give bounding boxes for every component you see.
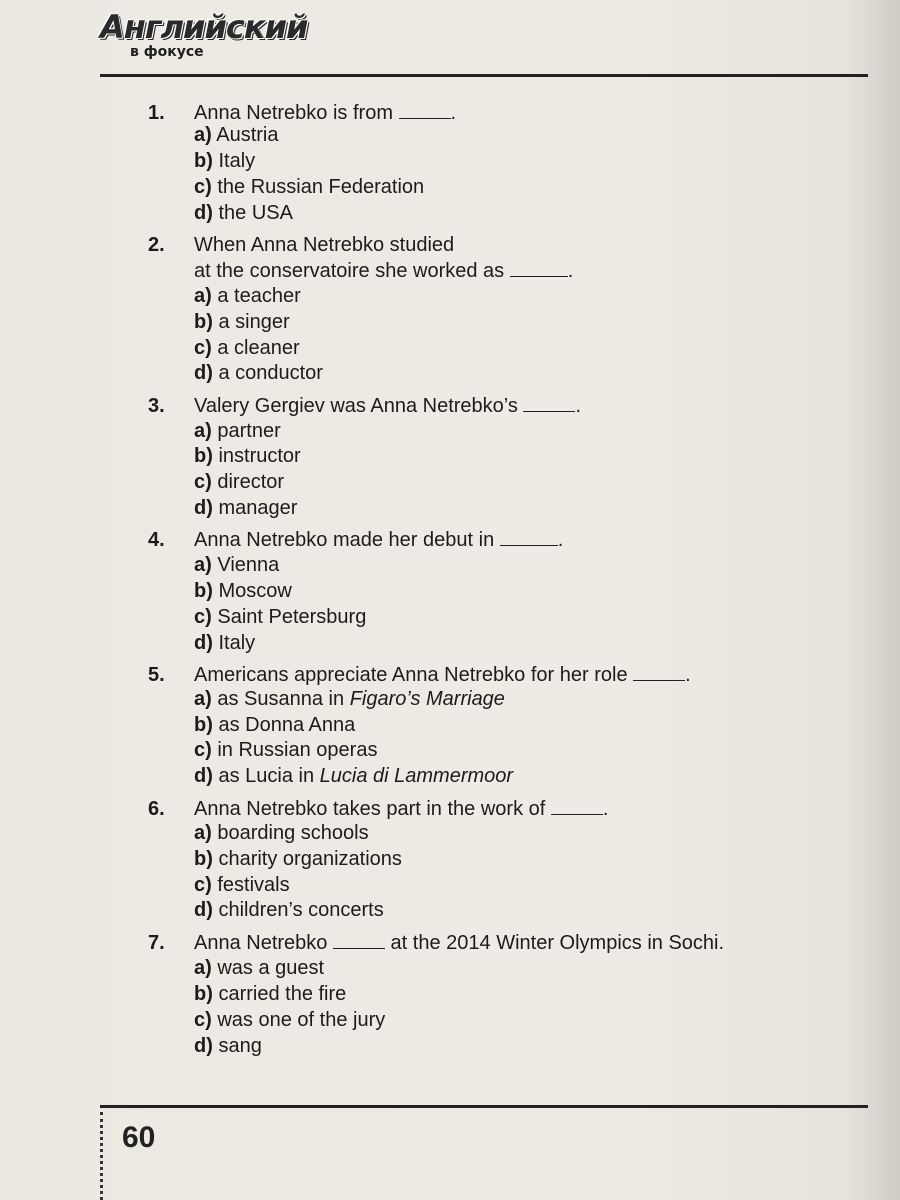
page-number: 60 [122,1121,156,1154]
option-b: b) Italy [194,150,256,172]
option-c: c) director [194,471,285,493]
answer-blank [523,393,575,412]
option-c: c) the Russian Federation [194,176,425,198]
answer-blank [399,100,451,119]
option-b: b) as Donna Anna [194,714,356,736]
answer-blank [551,796,603,815]
option-b: b) Moscow [194,580,292,602]
option-d: d) children’s concerts [194,899,384,921]
answer-blank [510,258,568,277]
question-number: 5. [148,664,165,686]
option-a: a) Austria [194,124,279,146]
option-d: d) Italy [194,632,256,654]
option-c: c) was one of the jury [194,1009,386,1031]
question-number: 1. [148,102,165,124]
question-number: 6. [148,798,165,820]
question-text: Anna Netrebko made her debut in . [194,529,564,551]
question-text: Valery Gergiev was Anna Netrebko’s . [194,395,581,417]
dotted-margin [100,1112,103,1200]
logo-title: Английский [100,8,308,46]
option-c: c) Saint Petersburg [194,606,367,628]
option-a: a) partner [194,420,281,442]
option-a: a) Vienna [194,554,280,576]
question-text: Americans appreciate Anna Netrebko for her role . [194,664,691,686]
question-text: Anna Netrebko is from . [194,102,457,124]
question-text: Anna Netrebko at the 2014 Winter Olympics in Sochi. [194,932,725,954]
question-number: 7. [148,932,165,954]
option-a: a) a teacher [194,285,301,307]
option-d: d) sang [194,1035,262,1057]
option-d: d) a conductor [194,362,323,384]
option-c: c) festivals [194,874,290,896]
option-c: c) in Russian operas [194,739,378,761]
option-d: d) manager [194,497,298,519]
option-a: a) boarding schools [194,822,369,844]
logo-subtitle: в фокусе [130,44,204,60]
option-d: d) as Lucia in Lucia di Lammermoor [194,765,514,787]
question-number: 4. [148,529,165,551]
answer-blank [500,527,558,546]
option-b: b) charity organizations [194,848,402,870]
question-number: 2. [148,234,165,256]
option-d: d) the USA [194,202,293,224]
question-text: Anna Netrebko takes part in the work of . [194,798,609,820]
option-c: c) a cleaner [194,337,300,359]
question-number: 3. [148,395,165,417]
answer-blank [333,930,385,949]
question-text-line1: When Anna Netrebko studied [194,234,455,256]
option-b: b) carried the fire [194,983,347,1005]
option-b: b) instructor [194,445,301,467]
question-text-line2: at the conservatoire she worked as . [194,260,574,282]
option-b: b) a singer [194,311,290,333]
footer-divider [100,1105,868,1108]
answer-blank [633,662,685,681]
option-a: a) as Susanna in Figaro’s Marriage [194,688,505,710]
option-a: a) was a guest [194,957,325,979]
